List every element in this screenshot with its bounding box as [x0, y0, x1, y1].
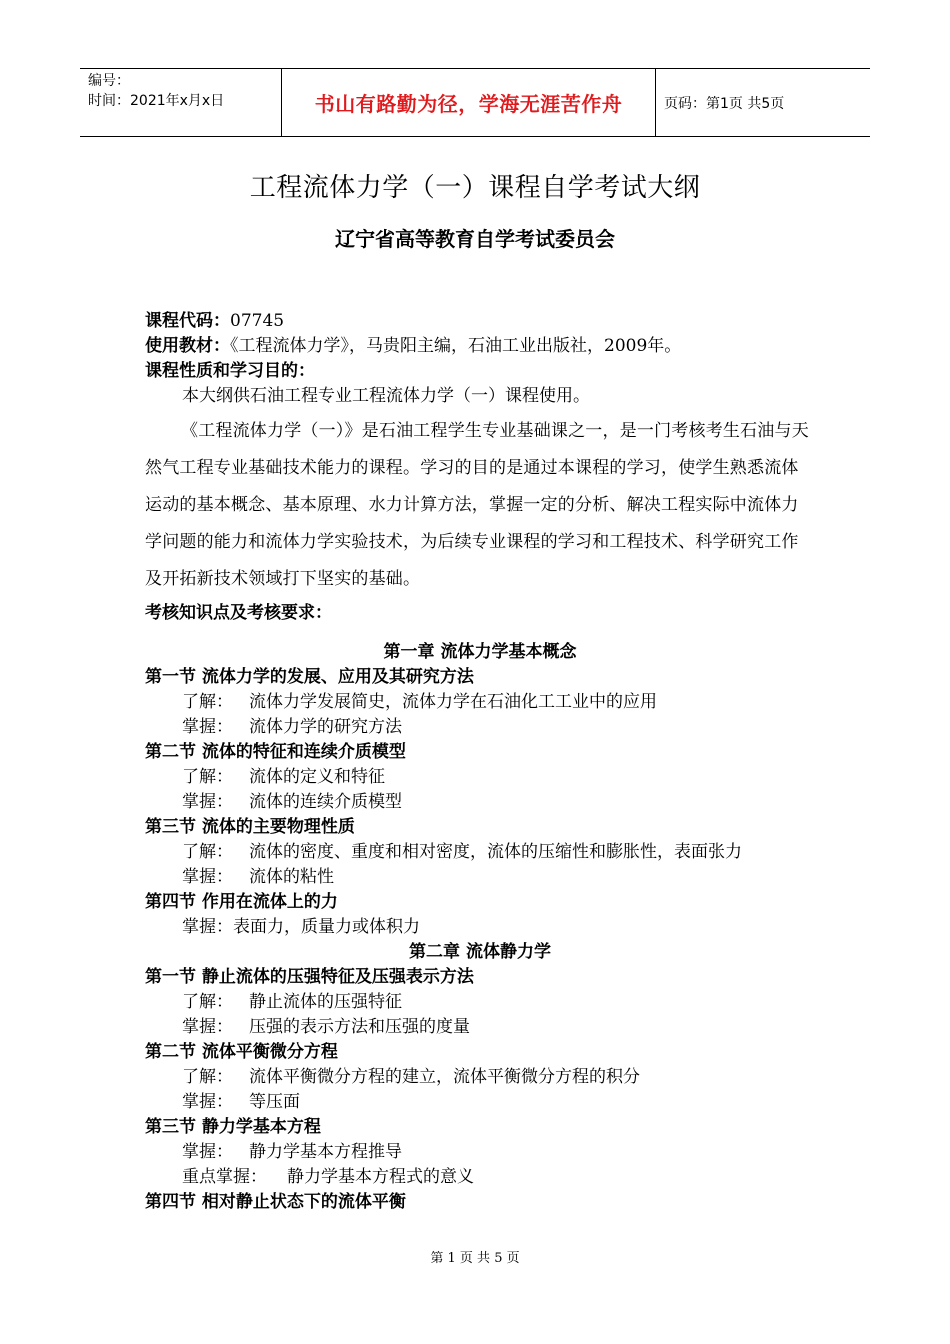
course-code-line — [145, 309, 815, 334]
doc-number-label: 编号： — [88, 73, 130, 89]
course-code-value: 07745 — [230, 311, 285, 331]
requirement-item: 掌握： 流体的粘性 — [182, 867, 334, 887]
document-title: 工程流体力学（一）课程自学考试大纲 — [249, 173, 701, 203]
textbook-value: 《工程流体力学》，马贵阳主编，石油工业出版社，2009年。 — [230, 336, 682, 356]
section-title: 第三节 静力学基本方程 — [145, 1117, 321, 1137]
requirement-item: 了解： 流体平衡微分方程的建立，流体平衡微分方程的积分 — [182, 1067, 640, 1087]
section-title: 第二节 流体平衡微分方程 — [145, 1042, 338, 1062]
section-title: 第一节 流体力学的发展、应用及其研究方法 — [145, 667, 474, 687]
section-title: 第一节 静止流体的压强特征及压强表示方法 — [145, 967, 474, 987]
requirement-item: 了解： 流体的密度、重度和相对密度，流体的压缩性和膨胀性，表面张力 — [182, 842, 742, 862]
doc-time-label: 时间：2021年x月x日 — [88, 93, 225, 109]
header-page-info: 页码：第1页 共5页 — [664, 95, 785, 112]
purpose-heading: 课程性质和学习目的： — [145, 361, 315, 381]
spacer — [145, 626, 815, 640]
requirement-item: 掌握： 静力学基本方程推导 — [182, 1142, 402, 1162]
chapter-title: 第一章 流体力学基本概念 — [383, 642, 577, 662]
requirement-item: 掌握： 等压面 — [182, 1092, 300, 1112]
page-footer: 第 1 页 共 5 页 — [430, 1251, 520, 1266]
textbook-line — [145, 334, 815, 359]
requirement-item: 掌握：表面力，质量力或体积力 — [182, 917, 420, 937]
section-title: 第三节 流体的主要物理性质 — [145, 817, 355, 837]
requirement-item: 重点掌握： 静力学基本方程式的意义 — [182, 1167, 474, 1187]
header-motto: 书山有路勤为径，学海无涯苦作舟 — [282, 69, 656, 136]
document-subtitle: 辽宁省高等教育自学考试委员会 — [335, 227, 615, 251]
requirement-item: 了解： 静止流体的压强特征 — [182, 992, 402, 1012]
chapter-title: 第二章 流体静力学 — [409, 942, 551, 962]
requirement-item: 掌握： 流体力学的研究方法 — [182, 717, 402, 737]
requirement-item: 了解： 流体的定义和特征 — [182, 767, 385, 787]
section-title: 第四节 相对静止状态下的流体平衡 — [145, 1192, 406, 1212]
document-body — [145, 309, 815, 1215]
requirements-heading: 考核知识点及考核要求： — [145, 603, 332, 623]
section-title: 第二节 流体的特征和连续介质模型 — [145, 742, 406, 762]
requirement-item: 掌握： 流体的连续介质模型 — [182, 792, 402, 812]
requirement-item: 了解： 流体力学发展简史，流体力学在石油化工工业中的应用 — [182, 692, 657, 712]
header-meta — [80, 69, 282, 136]
purpose-line: 本大纲供石油工程专业工程流体力学（一）课程使用。 — [182, 386, 590, 406]
page-header — [80, 68, 870, 137]
course-code-label: 课程代码： — [145, 311, 230, 331]
textbook-label: 使用教材： — [145, 336, 230, 356]
requirement-item: 掌握： 压强的表示方法和压强的度量 — [182, 1017, 470, 1037]
purpose-paragraph: 《工程流体力学（一）》是石油工程学生专业基础课之一，是一门考核考生石油与天然气工程专业基础技术能力的课程。学习的目的是通过本课程的学习，使学生熟悉流体运动的基本概念、基本原理、水力计算方法，掌握一定的分析、解决工程实际中流体力学问题的能力和流体力学实验技术，为后续专业课程的学习和工程技术、科学研究工作及开拓新技术领域打下坚实的基础。 — [145, 421, 809, 589]
section-title: 第四节 作用在流体上的力 — [145, 892, 338, 912]
